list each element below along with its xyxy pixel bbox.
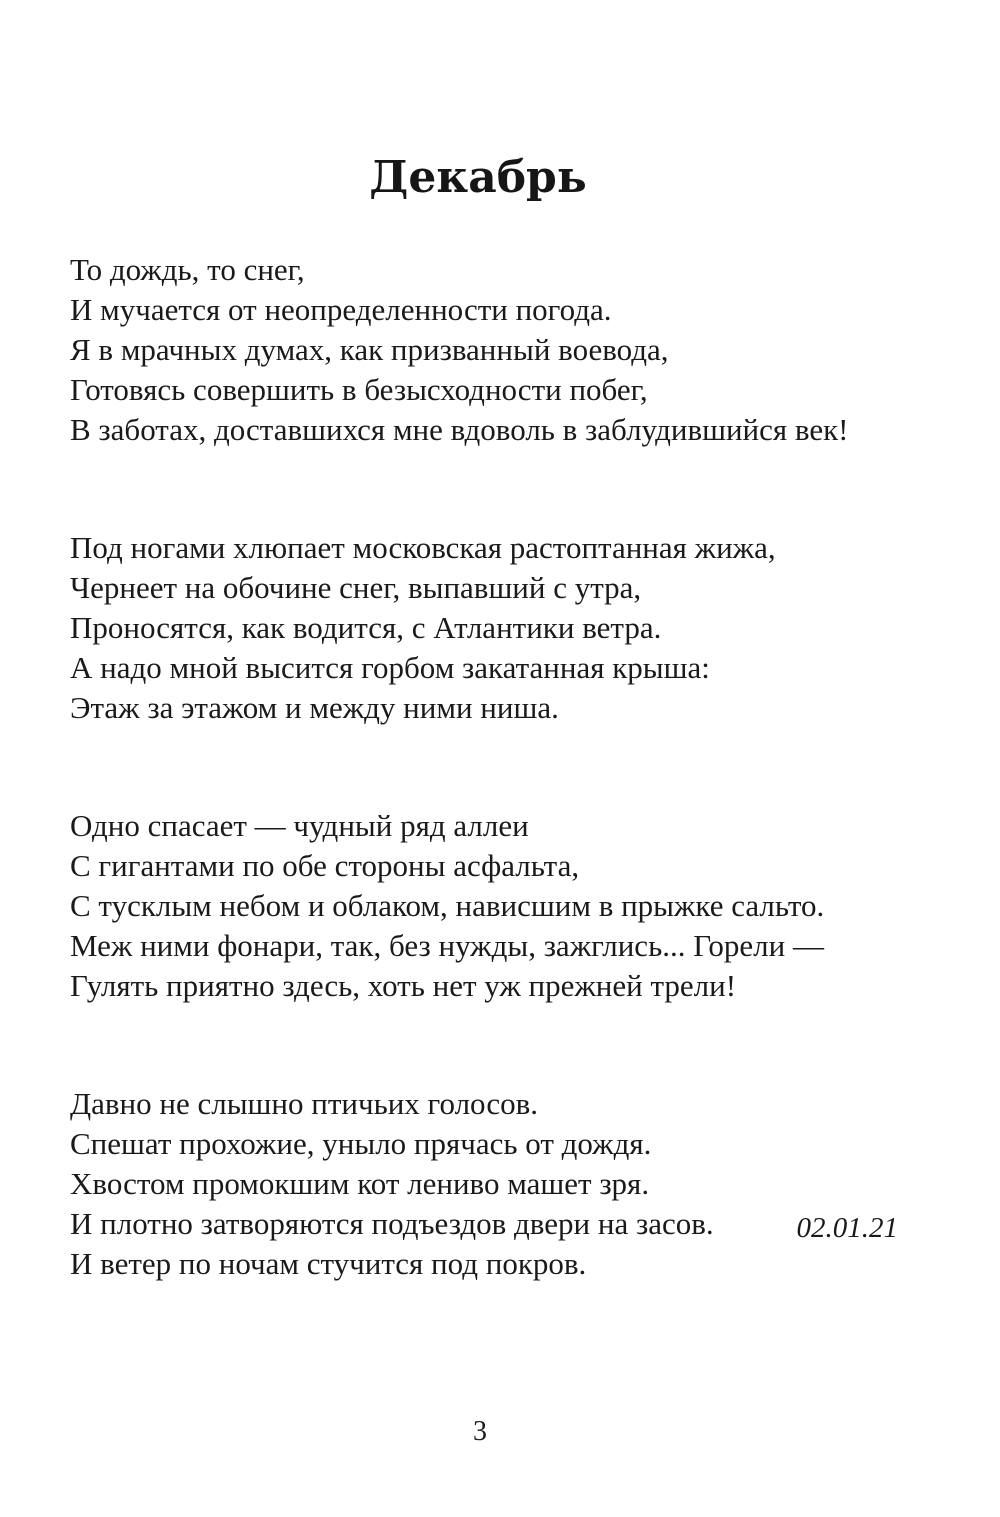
stanza-3 <box>70 806 950 1006</box>
poem-line: Этаж за этажом и между ними ниша. <box>70 690 559 725</box>
poem-title: Декабрь <box>369 152 587 203</box>
poem-line: Спешат прохожие, уныло прячась от дождя. <box>70 1126 652 1161</box>
poem-line: Меж ними фонари, так, без нужды, зажглись... Горели — <box>70 928 824 963</box>
poem-line: Давно не слышно птичьих голосов. <box>70 1086 538 1121</box>
poem-line: Под ногами хлюпает московская растоптанная жижа, <box>70 530 776 565</box>
poem-body <box>70 250 950 1284</box>
poem-line: Я в мрачных думах, как призванный воевода, <box>70 332 669 367</box>
poem-line: С тусклым небом и облаком, нависшим в прыжке сальто. <box>70 888 825 923</box>
poem-line: И ветер по ночам стучится под покров. <box>70 1246 587 1281</box>
poem-line: То дождь, то снег, <box>70 252 305 287</box>
stanza-4 <box>70 1084 950 1284</box>
poem-line: И мучается от неопределенности погода. <box>70 292 612 327</box>
poem-line: А надо мной высится горбом закатанная крыша: <box>70 650 710 685</box>
stanza-2 <box>70 528 950 728</box>
poem-line: Одно спасает — чудный ряд аллеи <box>70 808 529 843</box>
poem-line: Гулять приятно здесь, хоть нет уж прежней трели! <box>70 968 737 1003</box>
poem-line: Готовясь совершить в безысходности побег, <box>70 372 648 407</box>
stanza-1 <box>70 250 950 450</box>
poem-line: Чернеет на обочине снег, выпавший с утра, <box>70 570 642 605</box>
poem-date: 02.01.21 <box>796 1212 898 1244</box>
poem-line: И плотно затворяются подъездов двери на засов. <box>70 1206 714 1241</box>
poem-line: Хвостом промокшим кот лениво машет зря. <box>70 1166 650 1201</box>
poem-line: С гигантами по обе стороны асфальта, <box>70 848 580 883</box>
poem-line: Проносятся, как водится, с Атлантики ветра. <box>70 610 662 645</box>
poem-line: В заботах, доставшихся мне вдоволь в заблудившийся век! <box>70 412 849 447</box>
page-number: 3 <box>473 1416 487 1447</box>
